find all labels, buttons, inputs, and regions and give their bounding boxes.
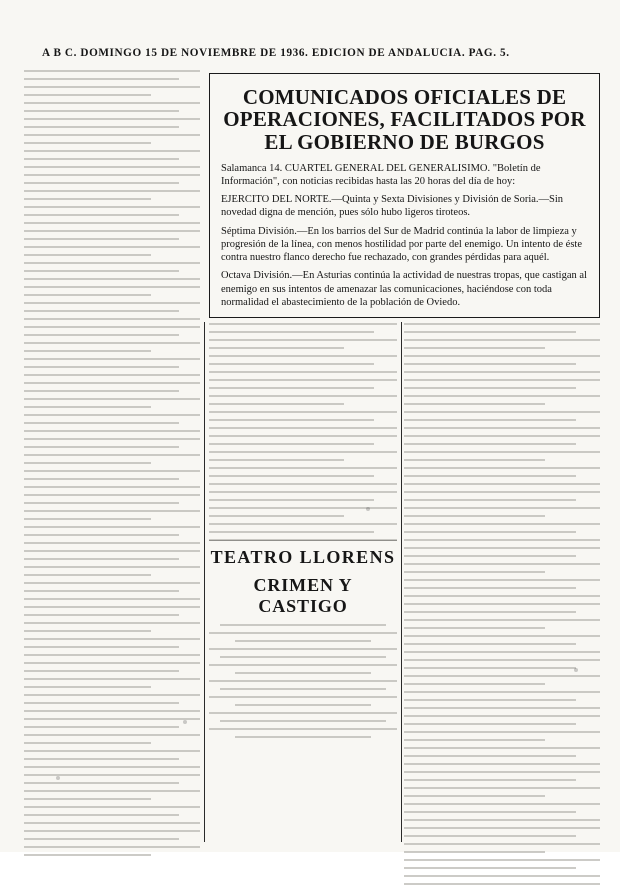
column-divider-left	[204, 322, 205, 842]
middle-upper-column-text	[209, 323, 397, 538]
column-divider-right	[401, 322, 402, 842]
ink-speck	[574, 668, 578, 672]
page-header: A B C. DOMINGO 15 DE NOVIEMBRE DE 1936. EDICION DE ANDALUCIA. PAG. 5.	[42, 47, 510, 59]
left-column-text	[24, 70, 200, 842]
right-upper-column-text	[404, 323, 600, 838]
teatro-subtitle: CRIMEN Y CASTIGO	[253, 575, 353, 616]
official-communique-box	[209, 73, 600, 318]
communique-title: COMUNICADOS OFICIALES DE OPERACIONES, FACILITADOS POR EL GOBIERNO DE BURGOS	[223, 85, 586, 154]
communique-seventh: Séptima División.—En los barrios del Sur de Madrid continúa la labor de limpieza y progresión de la línea, con menos hostilidad por parte del enemigo. Un intento de éste contra nuestro flanco derecho fue rechazado, con grandes pérdidas para aquél.	[221, 225, 582, 264]
communique-lead: Salamanca 14. CUARTEL GENERAL DEL GENERALISIMO. "Boletín de Información", con noticias recibidas hasta las 20 horas del día de hoy:	[221, 162, 541, 187]
ink-speck	[366, 507, 370, 511]
communique-north: EJERCITO DEL NORTE.—Quinta y Sexta Divisiones y División de Soria.—Sin novedad digna de mención, pues sólo hubo ligeros tiroteos.	[221, 194, 564, 219]
communique-eighth: Octava División.—En Asturias continúa la actividad de nuestras tropas, que castigan al enemigo en sus intentos de amenazar las comunicaciones, haciéndose con toda normalidad el abastecimiento de la población de Oviedo.	[221, 270, 587, 308]
ink-speck	[56, 776, 60, 780]
ink-speck	[183, 720, 187, 724]
teatro-title: TEATRO LLORENS	[210, 547, 396, 567]
teatro-llorens-section	[209, 545, 397, 813]
